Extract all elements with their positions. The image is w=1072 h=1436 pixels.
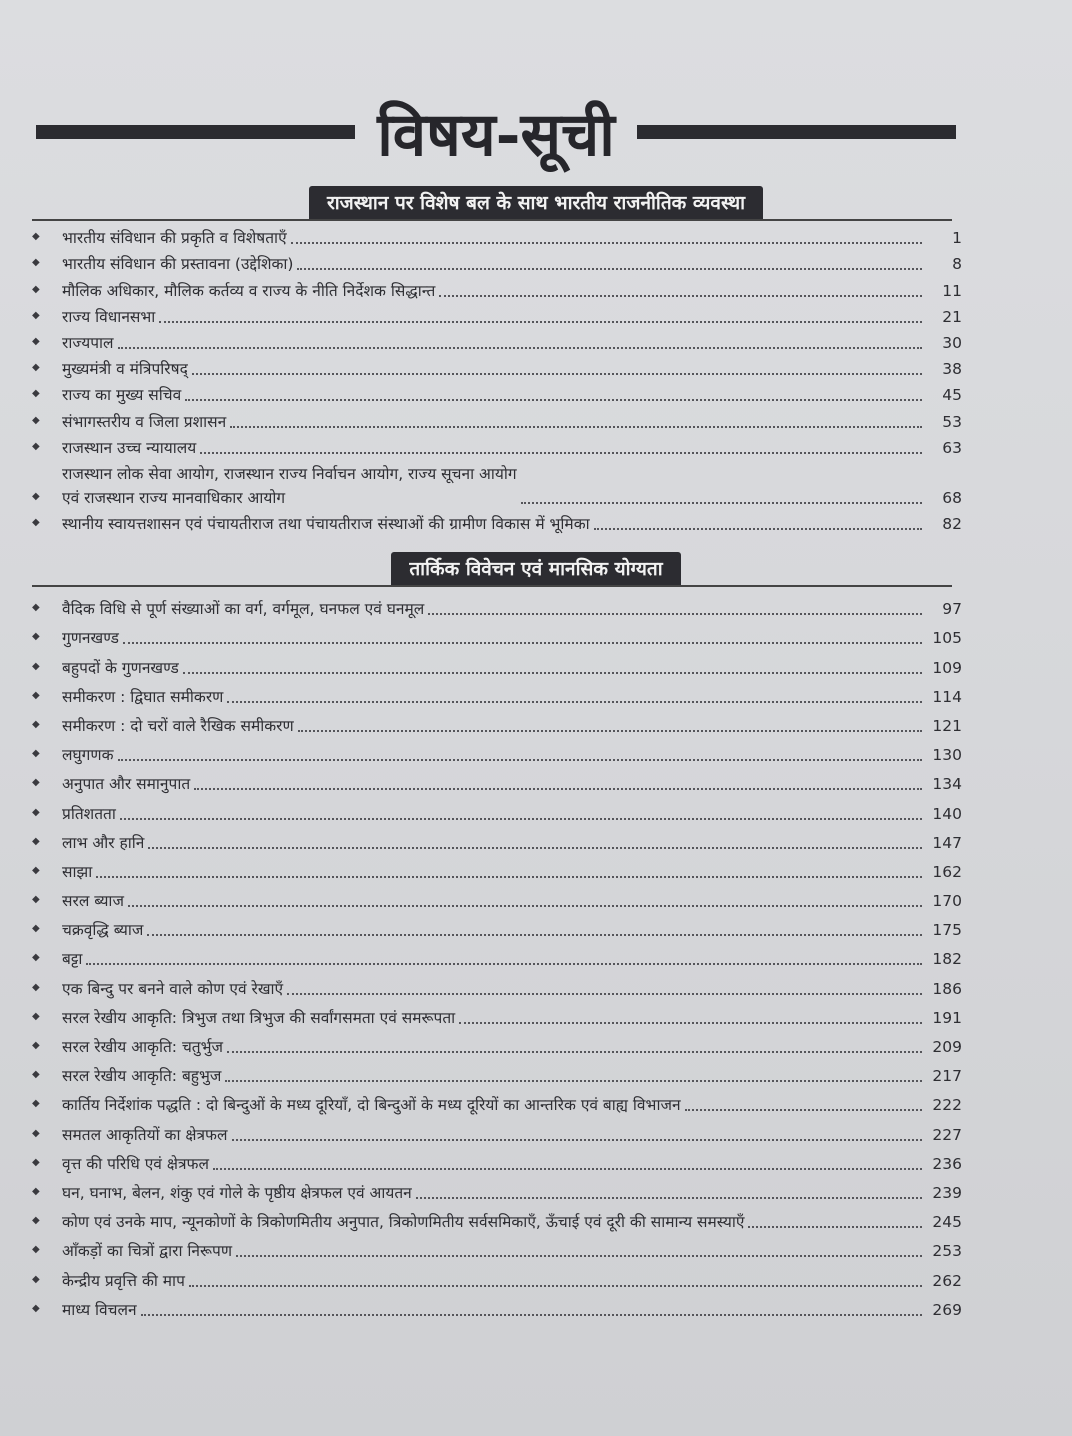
dot-leader [227,1051,922,1053]
diamond-bullet-icon: ◆ [32,1215,40,1227]
diamond-bullet-icon: ◆ [32,806,40,818]
toc-entry [26,971,962,1000]
title-row [36,92,956,172]
toc-entry [26,434,962,460]
dot-leader [236,1255,922,1257]
dot-leader [148,847,922,849]
toc-entry-title-line: कोण एवं उनके माप, न्यूनकोणों के त्रिकोणमितीय अनुपात, त्रिकोणमितीय सर्वसमिकाएँ, ऊँचाई एवं दूरी की सामान्य समस्याएँ [62,1213,745,1232]
dot-leader [416,1197,922,1199]
toc-entry-title [62,1152,209,1176]
toc-entry [26,1001,962,1030]
toc-entry [26,1293,962,1322]
title-rule-left [36,125,355,139]
toc-entry [26,1088,962,1117]
toc-entry-title [62,252,293,276]
diamond-bullet-icon: ◆ [32,777,40,789]
section-1-band [0,186,1072,220]
toc-entry-title-line: एक बिन्दु पर बनने वाले कोण एवं रेखाएँ [62,979,284,998]
dot-leader [194,788,922,790]
toc-page-number: 68 [942,488,962,507]
toc-entry-title [62,1123,228,1147]
toc-entry-title [62,656,179,680]
toc-entry [26,796,962,825]
toc-entry-title [62,331,114,355]
diamond-bullet-icon: ◆ [32,1185,40,1197]
toc-entry-title [62,626,119,650]
diamond-bullet-icon: ◆ [32,1010,40,1022]
toc-entry [26,1176,962,1205]
toc-entry [26,1234,962,1263]
section-1-heading: राजस्थान पर विशेष बल के साथ भारतीय राजनीतिक व्यवस्था [309,186,763,220]
dot-leader [521,502,922,504]
dot-leader [232,1139,922,1141]
diamond-bullet-icon: ◆ [32,602,40,614]
toc-entry-title [62,1210,744,1234]
toc-page-number: 170 [932,892,962,911]
toc-entry [26,355,962,381]
toc-entry-title-line-2: एवं राजस्थान राज्य मानवाधिकार आयोग [62,488,286,507]
diamond-bullet-icon: ◆ [32,516,40,528]
toc-entry-title-line: चक्रवृद्धि ब्याज [62,921,144,940]
toc-entry-title-line: राजस्थान लोक सेवा आयोग, राजस्थान राज्य निर्वाचन आयोग, राज्य सूचना आयोग [62,464,517,483]
toc-entry [26,1030,962,1059]
toc-entry [26,250,962,276]
toc-entry-title-line: आँकड़ों का चित्रों द्वारा निरूपण [62,1242,233,1261]
dot-leader [227,701,922,703]
toc-entry-title [62,279,435,303]
toc-entry [26,650,962,679]
toc-page-number: 38 [942,360,962,379]
toc-entry-title [62,1298,137,1322]
toc-page-number: 175 [932,921,962,940]
diamond-bullet-icon: ◆ [32,335,40,347]
toc-entry-title [62,462,517,510]
dot-leader [183,672,922,674]
toc-entry-title [62,947,82,971]
dot-leader [428,613,922,615]
dot-leader [189,1285,922,1287]
toc-page-number: 63 [942,438,962,457]
toc-entry-title [62,410,226,434]
toc-entry-title-line: समतल आकृतियों का क्षेत्रफल [62,1125,228,1144]
toc-entry-title [62,772,190,796]
toc-entry-title-line: स्थानीय स्वायत्तशासन एवं पंचायतीराज तथा पंचायतीराज संस्थाओं की ग्रामीण विकास में भूमिका [62,514,590,533]
section-2-rule [32,585,952,587]
toc-entry-title [62,1064,221,1088]
toc-entry-title-line: केन्द्रीय प्रवृत्ति की माप [62,1271,185,1290]
toc-page-number: 227 [932,1125,962,1144]
toc-page-number: 253 [932,1242,962,1261]
toc-entry-title-line: बहुपदों के गुणनखण्ड [62,658,179,677]
dot-leader [748,1226,922,1228]
toc-entry-title-line: माध्य विचलन [62,1300,137,1319]
toc-entry-title [62,918,143,942]
dot-leader [213,1168,922,1170]
diamond-bullet-icon: ◆ [32,1098,40,1110]
dot-leader [594,528,922,530]
title-rule-right [637,125,956,139]
toc-page-number: 262 [932,1271,962,1290]
dot-leader [230,426,922,428]
dot-leader [459,1022,922,1024]
toc-entry-title-line: सरल रेखीय आकृति: त्रिभुज तथा त्रिभुज की सर्वांगसमता एवं समरूपता [62,1008,456,1027]
toc-page-number: 82 [942,514,962,533]
diamond-bullet-icon: ◆ [32,718,40,730]
toc-entry-title-line: गुणनखण्ड [62,629,119,648]
toc-entry-title-line: लघुगणक [62,746,114,765]
toc-entry-title [62,743,114,767]
toc-entry [26,224,962,250]
toc-entry-title-line: भारतीय संविधान की प्रकृति व विशेषताएँ [62,229,287,248]
toc-page-number: 236 [932,1154,962,1173]
toc-entry [26,913,962,942]
toc-page-number: 239 [932,1183,962,1202]
toc-entry [26,510,962,536]
diamond-bullet-icon: ◆ [32,1302,40,1314]
dot-leader [159,321,922,323]
toc-entry [26,592,962,621]
diamond-bullet-icon: ◆ [32,362,40,374]
toc-page-number: 21 [942,307,962,326]
toc-entry [26,407,962,433]
toc-entry-title [62,512,590,536]
toc-entry-title [62,357,188,381]
dot-leader [123,642,922,644]
dot-leader [287,993,922,995]
toc-page-number: 130 [932,746,962,765]
dot-leader [439,295,922,297]
toc-page-number: 8 [952,255,962,274]
toc-entry-title [62,977,283,1001]
dot-leader [297,268,922,270]
toc-entry-title [62,1006,455,1030]
toc-entry [26,738,962,767]
toc-entry [26,1205,962,1234]
dot-leader [225,1080,922,1082]
toc-entry-title-line: वैदिक विधि से पूर्ण संख्याओं का वर्ग, वर्गमूल, घनफल एवं घनमूल [62,600,425,619]
diamond-bullet-icon: ◆ [32,388,40,400]
toc-entry [26,855,962,884]
toc-page-number: 269 [932,1300,962,1319]
dot-leader [298,730,922,732]
diamond-bullet-icon: ◆ [32,923,40,935]
diamond-bullet-icon: ◆ [32,1040,40,1051]
diamond-bullet-icon: ◆ [32,1273,40,1285]
toc-entry-title [62,383,181,407]
dot-leader [147,934,922,936]
dot-leader [118,759,922,761]
diamond-bullet-icon: ◆ [32,1127,40,1139]
diamond-bullet-icon: ◆ [32,283,40,295]
dot-leader [86,963,922,965]
diamond-bullet-icon: ◆ [32,1244,40,1256]
toc-entry [26,680,962,709]
toc-entry [26,1059,962,1088]
section-2-heading: तार्किक विवेचन एवं मानसिक योग्यता [391,552,680,586]
section-2-band [0,552,1072,586]
toc-page-number: 147 [932,833,962,852]
toc-entry-title-line: साझा [62,862,93,881]
dot-leader [685,1109,922,1111]
diamond-bullet-icon: ◆ [32,660,40,672]
dot-leader [118,347,922,349]
toc-entry [26,1147,962,1176]
toc-entry-title-line: राज्य विधानसभा [62,307,156,326]
toc-entry [26,329,962,355]
diamond-bullet-icon: ◆ [32,835,40,847]
toc-entry [26,381,962,407]
dot-leader [120,818,922,820]
toc-entry [26,621,962,650]
toc-page-number: 134 [932,775,962,794]
dot-leader [128,905,922,907]
toc-entry-title-line: लाभ और हानि [62,833,145,852]
toc-page-number: 140 [932,804,962,823]
diamond-bullet-icon: ◆ [32,952,40,964]
toc-page-number: 1 [952,229,962,248]
toc-entry-title-line: संभागस्तरीय व जिला प्रशासन [62,412,227,431]
section-1-entries [26,224,962,536]
toc-entry [26,276,962,302]
dot-leader [200,452,922,454]
toc-entry-title-line: राजस्थान उच्च न्यायालय [62,438,197,457]
toc-entry-title-line: सरल ब्याज [62,892,124,911]
toc-entry-title [62,802,116,826]
toc-page-number: 245 [932,1213,962,1232]
toc-entry-title [62,714,294,738]
toc-entry-title [62,860,92,884]
diamond-bullet-icon: ◆ [32,440,40,452]
toc-entry-title-line: मुख्यमंत्री व मंत्रिपरिषद् [62,360,188,379]
toc-entry-title-line: भारतीय संविधान की प्रस्तावना (उद्देशिका) [62,255,294,274]
toc-entry-title [62,436,196,460]
toc-entry-title-line: प्रतिशतता [62,804,116,823]
toc-entry-title-line: घन, घनाभ, बेलन, शंकु एवं गोले के पृष्ठीय क्षेत्रफल एवं आयतन [62,1183,412,1202]
toc-page-number: 105 [932,629,962,648]
toc-page-number: 109 [932,658,962,677]
dot-leader [291,242,922,244]
toc-entry [26,1263,962,1292]
toc-entry-title [62,685,223,709]
diamond-bullet-icon: ◆ [32,894,40,906]
toc-entry-title [62,1239,232,1263]
toc-entry-title [62,1269,185,1293]
toc-entry [26,709,962,738]
toc-entry-title-line: बट्टा [62,950,83,969]
diamond-bullet-icon: ◆ [32,490,40,502]
toc-entry-title-line: सरल रेखीय आकृति: बहुभुज [62,1067,222,1086]
toc-page-number: 114 [932,687,962,706]
toc-page-number: 209 [932,1038,962,1056]
toc-entry-title [62,226,287,250]
section-1-rule [32,219,952,221]
diamond-bullet-icon: ◆ [32,748,40,760]
toc-page-number: 121 [932,716,962,735]
diamond-bullet-icon: ◆ [32,414,40,426]
diamond-bullet-icon: ◆ [32,631,40,643]
diamond-bullet-icon: ◆ [32,1069,40,1081]
toc-entry-title-line: समीकरण : दो चरों वाले रैखिक समीकरण [62,716,294,735]
toc-page-number: 53 [942,412,962,431]
diamond-bullet-icon: ◆ [32,231,40,243]
diamond-bullet-icon: ◆ [32,864,40,876]
toc-entry-title-line: राज्य का मुख्य सचिव [62,386,182,405]
toc-page-number: 182 [932,950,962,969]
toc-page-number: 45 [942,386,962,405]
toc-entry-title [62,889,124,913]
toc-entry-title-line: अनुपात और समानुपात [62,775,191,794]
toc-entry-title-line: मौलिक अधिकार, मौलिक कर्तव्य व राज्य के नीति निर्देशक सिद्धान्त [62,281,436,300]
toc-entry-title-line: वृत्त की परिधि एवं क्षेत्रफल [62,1154,209,1173]
toc-entry [26,884,962,913]
toc-entry-title [62,305,155,329]
toc-entry [26,303,962,329]
toc-page-number: 186 [932,979,962,998]
dot-leader [192,373,922,375]
toc-entry [26,942,962,971]
toc-entry-title [62,1035,223,1059]
toc-entry [26,460,962,510]
toc-entry [26,767,962,796]
diamond-bullet-icon: ◆ [32,981,40,993]
dot-leader [185,399,922,401]
diamond-bullet-icon: ◆ [32,309,40,321]
toc-page-number: 97 [942,600,962,619]
page-title: विषय-सूची [377,100,615,170]
dot-leader [96,876,922,878]
toc-page-number: 222 [932,1096,962,1115]
toc-entry-title [62,597,424,621]
toc-page-number: 11 [942,281,962,300]
toc-entry [26,826,962,855]
toc-entry-title [62,831,144,855]
toc-page-number: 191 [932,1008,962,1027]
section-2-entries [26,592,962,1322]
toc-entry-title [62,1093,681,1117]
diamond-bullet-icon: ◆ [32,1156,40,1168]
toc-entry-title-line: सरल रेखीय आकृति: चतुर्भुज [62,1038,224,1056]
toc-page-number: 162 [932,862,962,881]
diamond-bullet-icon: ◆ [32,257,40,269]
dot-leader [141,1314,922,1316]
toc-page-number: 30 [942,333,962,352]
toc-entry-title [62,1181,412,1205]
toc-entry [26,1117,962,1146]
toc-page-number: 217 [932,1067,962,1086]
toc-entry-title-line: समीकरण : द्विघात समीकरण [62,687,224,706]
toc-entry-title-line: राज्यपाल [62,333,114,352]
diamond-bullet-icon: ◆ [32,689,40,701]
toc-entry-title-line: कार्तिय निर्देशांक पद्धति : दो बिन्दुओं के मध्य दूरियाँ, दो बिन्दुओं के मध्य दूरियों का आन्तरिक एवं बाह्य विभाजन [62,1096,681,1115]
